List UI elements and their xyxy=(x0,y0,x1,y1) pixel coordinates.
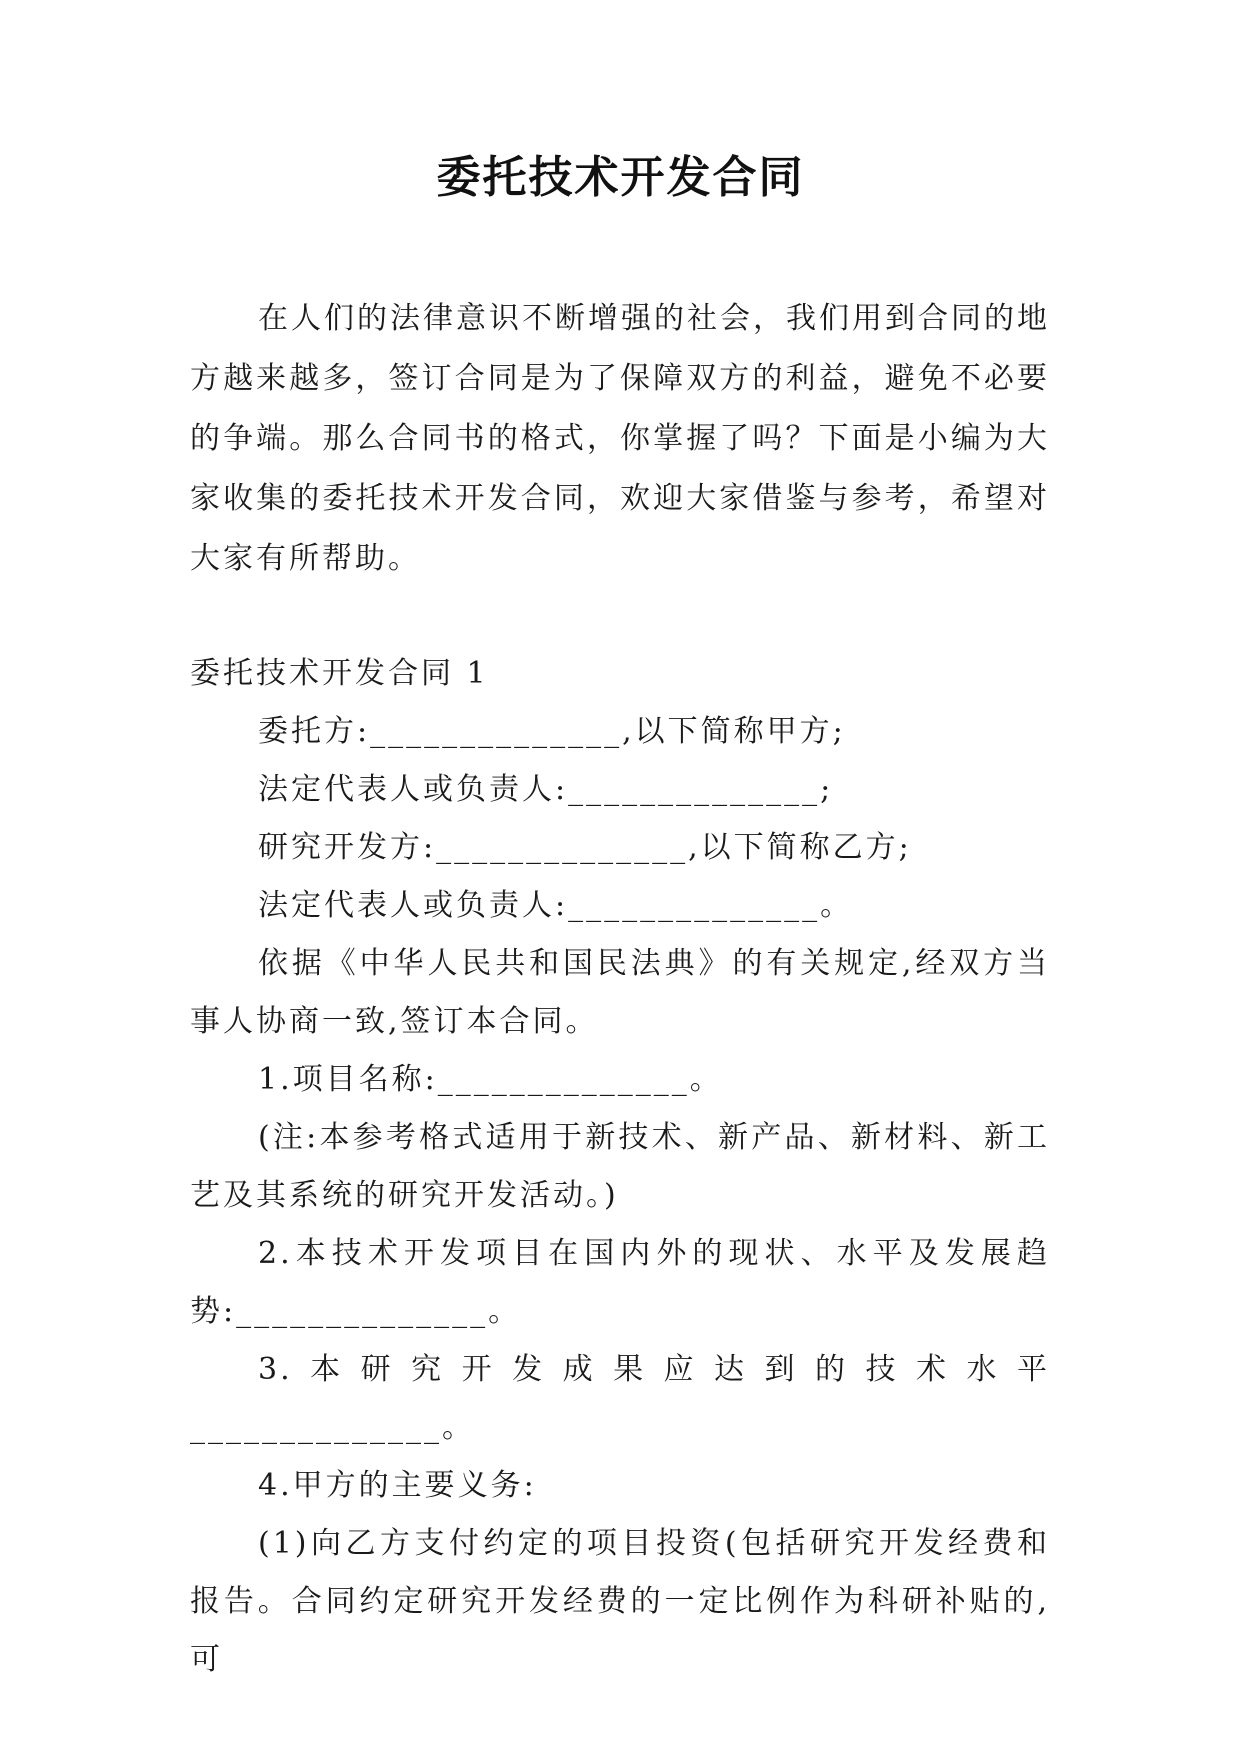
document-body xyxy=(190,289,1050,1689)
clause-technical-level: 3.本研究开发成果应达到的技术水平______________。 xyxy=(190,1352,1050,1445)
clause-client: 委托方:______________,以下简称甲方; xyxy=(258,714,846,749)
clause-project-name: 1.项目名称:______________。 xyxy=(258,1062,723,1097)
clause-payment: (1)向乙方支付约定的项目投资(包括研究开发经费和报告。合同约定研究开发经费的一定比例作为科研补贴的,可 xyxy=(190,1526,1050,1677)
clause-party-a-obligations: 4.甲方的主要义务: xyxy=(258,1468,537,1503)
clause-status-trend: 2.本技术开发项目在国内外的现状、水平及发展趋势:______________。 xyxy=(190,1236,1050,1329)
clause-developer: 研究开发方:______________,以下简称乙方; xyxy=(258,830,912,865)
intro-paragraph: 在人们的法律意识不断增强的社会，我们用到合同的地方越来越多，签订合同是为了保障双方的利益，避免不必要的争端。那么合同书的格式，你掌握了吗？下面是小编为大家收集的委托技术开发合同，欢迎大家借鉴与参考，希望对大家有所帮助。 xyxy=(190,301,1050,576)
clause-developer-representative: 法定代表人或负责人:______________。 xyxy=(258,888,854,923)
section-title: 委托技术开发合同 1 xyxy=(190,656,489,691)
clause-note: (注:本参考格式适用于新技术、新产品、新材料、新工艺及其系统的研究开发活动。) xyxy=(190,1120,1050,1213)
clause-client-representative: 法定代表人或负责人:______________; xyxy=(258,772,834,807)
clause-legal-basis: 依据《中华人民共和国民法典》的有关规定,经双方当事人协商一致,签订本合同。 xyxy=(190,946,1050,1039)
document-title: 委托技术开发合同 xyxy=(436,152,805,203)
